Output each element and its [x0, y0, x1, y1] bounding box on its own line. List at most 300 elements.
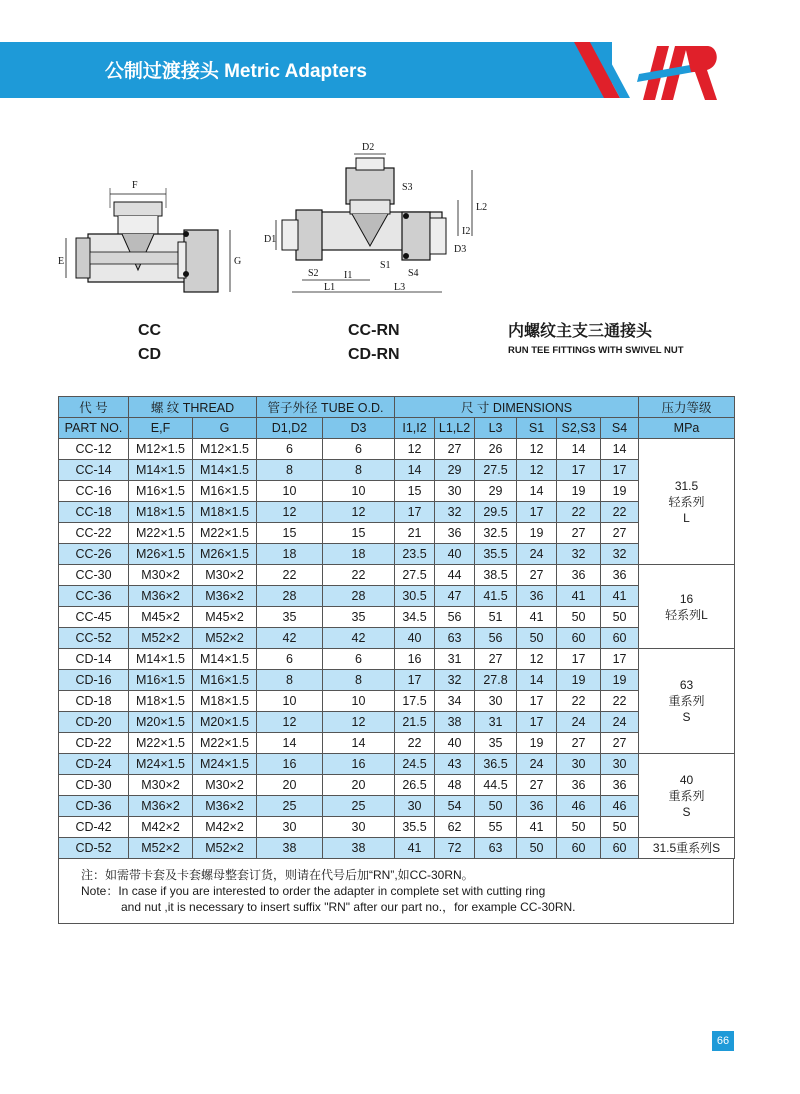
table-cell: 62 — [435, 817, 475, 838]
table-cell: 47 — [435, 586, 475, 607]
table-cell: M22×1.5 — [129, 733, 193, 754]
table-cell: 41.5 — [475, 586, 517, 607]
pressure-line: S — [682, 710, 691, 724]
table-header-row-2 — [59, 418, 735, 439]
table-cell: 41 — [517, 607, 557, 628]
table-cell: 40 — [435, 733, 475, 754]
table-cell: 8 — [323, 670, 395, 691]
table-cell: 35 — [323, 607, 395, 628]
table-cell: 63 — [475, 838, 517, 859]
table-cell: 38.5 — [475, 565, 517, 586]
table-cell: M22×1.5 — [129, 523, 193, 544]
dim-label-d2: D2 — [362, 142, 375, 153]
table-row — [59, 838, 735, 859]
header-mpa: MPa — [639, 418, 735, 439]
table-row — [59, 691, 735, 712]
table-cell: 43 — [435, 754, 475, 775]
table-cell: 60 — [601, 628, 639, 649]
table-cell: 30 — [475, 691, 517, 712]
table-cell: M30×2 — [193, 565, 257, 586]
table-cell: 35.5 — [475, 544, 517, 565]
table-cell: M18×1.5 — [129, 691, 193, 712]
table-cell: M26×1.5 — [129, 544, 193, 565]
table-cell: M24×1.5 — [129, 754, 193, 775]
table-cell: 27.5 — [395, 565, 435, 586]
table-cell: 27 — [475, 649, 517, 670]
dim-label-s3: S3 — [402, 182, 413, 193]
table-cell: 35 — [257, 607, 323, 628]
table-cell: CC-52 — [59, 628, 129, 649]
header-s2s3: S2,S3 — [557, 418, 601, 439]
dim-label-l3: L3 — [394, 282, 406, 293]
table-cell: 44 — [435, 565, 475, 586]
table-cell: 50 — [517, 838, 557, 859]
table-cell: M12×1.5 — [129, 439, 193, 460]
table-cell: 6 — [323, 439, 395, 460]
table-cell: 10 — [257, 481, 323, 502]
table-cell: M52×2 — [193, 628, 257, 649]
table-cell: 48 — [435, 775, 475, 796]
table-row — [59, 670, 735, 691]
table-cell: M16×1.5 — [129, 481, 193, 502]
table-cell: M45×2 — [129, 607, 193, 628]
table-cell: 27 — [601, 733, 639, 754]
header-s4: S4 — [601, 418, 639, 439]
table-cell: 8 — [257, 460, 323, 481]
header-l3: L3 — [475, 418, 517, 439]
header-dimensions: 尺 寸 DIMENSIONS — [395, 397, 639, 418]
dim-label-f: F — [132, 180, 138, 191]
table-cell: 36 — [557, 775, 601, 796]
table-cell: M14×1.5 — [129, 460, 193, 481]
product-title-cn: 内螺纹主支三通接头 — [508, 323, 653, 340]
dim-label-s1: S1 — [380, 260, 391, 271]
table-cell: 27.5 — [475, 460, 517, 481]
table-row — [59, 628, 735, 649]
table-cell: 16 — [395, 649, 435, 670]
table-cell: 32 — [557, 544, 601, 565]
table-cell: 29.5 — [475, 502, 517, 523]
table-cell: 25 — [323, 796, 395, 817]
table-row — [59, 754, 735, 775]
table-cell: 32 — [435, 502, 475, 523]
table-cell: CC-16 — [59, 481, 129, 502]
table-cell: 22 — [601, 691, 639, 712]
table-cell: 56 — [475, 628, 517, 649]
table-cell: 12 — [257, 502, 323, 523]
table-cell: CD-30 — [59, 775, 129, 796]
table-cell: 27 — [557, 733, 601, 754]
table-cell: 12 — [395, 439, 435, 460]
table-cell: 22 — [601, 502, 639, 523]
pressure-line: 63 — [679, 678, 694, 692]
code-cd: CD — [138, 346, 162, 363]
table-cell: 36 — [435, 523, 475, 544]
spec-table-wrapper — [58, 396, 734, 924]
table-cell: 35 — [475, 733, 517, 754]
page-number: 66 — [712, 1031, 734, 1051]
table-cell: 17 — [517, 502, 557, 523]
table-cell: 40 — [395, 628, 435, 649]
table-cell: 24 — [601, 712, 639, 733]
pressure-rating-cell — [639, 754, 735, 838]
table-cell: M26×1.5 — [193, 544, 257, 565]
technical-drawing-cc — [58, 172, 248, 302]
table-cell: 46 — [557, 796, 601, 817]
table-cell: M24×1.5 — [193, 754, 257, 775]
table-cell: 12 — [323, 502, 395, 523]
table-cell: CC-36 — [59, 586, 129, 607]
table-cell: 17 — [395, 502, 435, 523]
table-cell: CD-42 — [59, 817, 129, 838]
pressure-rating-cell — [639, 838, 735, 859]
header-ef: E,F — [129, 418, 193, 439]
table-cell: 19 — [601, 481, 639, 502]
table-cell: 17 — [517, 691, 557, 712]
table-row — [59, 775, 735, 796]
table-cell: M14×1.5 — [193, 460, 257, 481]
dim-label-d1: D1 — [264, 234, 277, 245]
table-cell: 22 — [557, 691, 601, 712]
table-cell: M30×2 — [193, 775, 257, 796]
table-cell: CD-52 — [59, 838, 129, 859]
pressure-line: 重系列 — [668, 788, 705, 803]
note-en-2: and nut ,it is necessary to insert suffix "RN" after our part no.，for example CC-30RN. — [121, 900, 576, 914]
table-cell: 14 — [517, 481, 557, 502]
table-cell: 30 — [435, 481, 475, 502]
header-tube: 管子外径 TUBE O.D. — [257, 397, 395, 418]
table-cell: 12 — [517, 460, 557, 481]
table-cell: 10 — [257, 691, 323, 712]
pressure-rating-cell — [639, 649, 735, 754]
table-cell: M14×1.5 — [193, 649, 257, 670]
table-row — [59, 439, 735, 460]
table-cell: M52×2 — [193, 838, 257, 859]
pressure-line: 16 — [679, 591, 694, 606]
table-cell: 27 — [435, 439, 475, 460]
table-cell: CC-18 — [59, 502, 129, 523]
pressure-line: 40 — [679, 772, 694, 787]
table-cell: 34.5 — [395, 607, 435, 628]
table-cell: 27.8 — [475, 670, 517, 691]
table-cell: 54 — [435, 796, 475, 817]
table-cell: 42 — [323, 628, 395, 649]
table-cell: 44.5 — [475, 775, 517, 796]
table-cell: 24 — [557, 712, 601, 733]
table-cell: M18×1.5 — [129, 502, 193, 523]
table-cell: 26.5 — [395, 775, 435, 796]
table-cell: 32 — [601, 544, 639, 565]
pressure-line: 31.5重系列S — [652, 841, 721, 855]
pressure-rating-cell — [639, 439, 735, 565]
table-cell: 16 — [257, 754, 323, 775]
table-cell: CD-22 — [59, 733, 129, 754]
table-cell: 14 — [601, 439, 639, 460]
table-cell: CD-36 — [59, 796, 129, 817]
table-cell: 55 — [475, 817, 517, 838]
table-cell: 17 — [601, 649, 639, 670]
table-cell: 28 — [257, 586, 323, 607]
table-cell: 50 — [557, 607, 601, 628]
table-cell: 6 — [323, 649, 395, 670]
table-cell: 36 — [601, 565, 639, 586]
table-cell: 30 — [601, 754, 639, 775]
table-cell: 10 — [323, 481, 395, 502]
table-cell: 8 — [323, 460, 395, 481]
table-cell: 15 — [323, 523, 395, 544]
table-cell: 6 — [257, 439, 323, 460]
header-stripes-icon — [560, 42, 630, 98]
table-cell: 12 — [257, 712, 323, 733]
table-cell: 46 — [601, 796, 639, 817]
table-cell: 60 — [557, 628, 601, 649]
table-cell: 35.5 — [395, 817, 435, 838]
table-cell: 41 — [395, 838, 435, 859]
table-cell: CC-14 — [59, 460, 129, 481]
table-cell: 32 — [435, 670, 475, 691]
table-cell: 22 — [257, 565, 323, 586]
table-row — [59, 502, 735, 523]
table-cell: 38 — [257, 838, 323, 859]
table-cell: 17 — [395, 670, 435, 691]
table-cell: M16×1.5 — [193, 670, 257, 691]
table-cell: 17 — [557, 460, 601, 481]
table-cell: 34 — [435, 691, 475, 712]
header-code-cn: 代 号 — [59, 397, 129, 418]
table-cell: M20×1.5 — [129, 712, 193, 733]
table-cell: M22×1.5 — [193, 523, 257, 544]
table-cell: M36×2 — [193, 796, 257, 817]
table-cell: 56 — [435, 607, 475, 628]
table-cell: M20×1.5 — [193, 712, 257, 733]
table-cell: 27 — [517, 775, 557, 796]
table-cell: 15 — [395, 481, 435, 502]
table-cell: 24 — [517, 544, 557, 565]
table-cell: 14 — [395, 460, 435, 481]
order-note — [58, 859, 734, 924]
pressure-line: 重系列 — [668, 694, 705, 708]
table-cell: 31 — [435, 649, 475, 670]
table-cell: M16×1.5 — [193, 481, 257, 502]
dim-label-g: G — [234, 256, 242, 267]
table-cell: CD-16 — [59, 670, 129, 691]
table-cell: 36 — [601, 775, 639, 796]
table-cell: 60 — [601, 838, 639, 859]
table-cell: 50 — [601, 817, 639, 838]
dim-label-l2: L2 — [476, 202, 488, 213]
table-cell: 17.5 — [395, 691, 435, 712]
table-cell: 31 — [475, 712, 517, 733]
code-cc-rn: CC-RN — [348, 322, 400, 339]
table-cell: M30×2 — [129, 565, 193, 586]
table-cell: 50 — [517, 628, 557, 649]
table-cell: 29 — [475, 481, 517, 502]
dim-label-i1: I1 — [344, 270, 353, 281]
pressure-line: L — [683, 510, 690, 525]
table-cell: 27 — [601, 523, 639, 544]
table-cell: M36×2 — [129, 796, 193, 817]
table-cell: 22 — [323, 565, 395, 586]
table-cell: 36.5 — [475, 754, 517, 775]
table-cell: M18×1.5 — [193, 502, 257, 523]
pressure-line: S — [682, 804, 691, 819]
table-row — [59, 607, 735, 628]
table-row — [59, 649, 735, 670]
table-cell: M30×2 — [129, 775, 193, 796]
pressure-rating-cell — [639, 565, 735, 649]
table-cell: M14×1.5 — [129, 649, 193, 670]
table-cell: CD-24 — [59, 754, 129, 775]
note-en-1: Note：In case if you are interested to order the adapter in complete set with cutting ring — [81, 884, 546, 898]
table-cell: 21.5 — [395, 712, 435, 733]
brand-logo-icon — [635, 38, 720, 102]
table-cell: 36 — [517, 586, 557, 607]
table-cell: 72 — [435, 838, 475, 859]
table-cell: 12 — [323, 712, 395, 733]
table-cell: 21 — [395, 523, 435, 544]
table-cell: 22 — [557, 502, 601, 523]
table-cell: 30 — [257, 817, 323, 838]
table-cell: 40 — [435, 544, 475, 565]
table-cell: M42×2 — [193, 817, 257, 838]
table-cell: 36 — [517, 796, 557, 817]
table-row — [59, 586, 735, 607]
technical-drawing-cc-rn — [262, 140, 492, 300]
table-cell: M45×2 — [193, 607, 257, 628]
table-row — [59, 565, 735, 586]
table-row — [59, 817, 735, 838]
table-cell: 25 — [257, 796, 323, 817]
table-cell: 30 — [557, 754, 601, 775]
note-cn: 注：如需带卡套及卡套螺母整套订货，则请在代号后加“RN”,如CC-30RN。 — [81, 868, 474, 882]
table-cell: 28 — [323, 586, 395, 607]
header-part-no: PART NO. — [59, 418, 129, 439]
table-cell: 38 — [323, 838, 395, 859]
pressure-line: 轻系列 — [668, 494, 705, 509]
table-cell: 63 — [435, 628, 475, 649]
table-cell: M42×2 — [129, 817, 193, 838]
table-row — [59, 544, 735, 565]
table-cell: 19 — [517, 733, 557, 754]
table-cell: 38 — [435, 712, 475, 733]
table-cell: 17 — [557, 649, 601, 670]
table-cell: CC-22 — [59, 523, 129, 544]
table-cell: M16×1.5 — [129, 670, 193, 691]
dim-label-e: E — [58, 256, 65, 267]
table-cell: 20 — [257, 775, 323, 796]
table-cell: 6 — [257, 649, 323, 670]
table-cell: M36×2 — [129, 586, 193, 607]
table-cell: 22 — [395, 733, 435, 754]
dim-label-d3: D3 — [454, 244, 467, 255]
table-cell: 30 — [323, 817, 395, 838]
table-cell: M52×2 — [129, 838, 193, 859]
page-title: 公制过渡接头 Metric Adapters — [104, 61, 367, 82]
table-cell: 42 — [257, 628, 323, 649]
table-cell: 10 — [323, 691, 395, 712]
table-row — [59, 733, 735, 754]
header-d3: D3 — [323, 418, 395, 439]
header-g: G — [193, 418, 257, 439]
product-title-en: RUN TEE FITTINGS WITH SWIVEL NUT — [508, 345, 684, 356]
header-thread: 螺 纹 THREAD — [129, 397, 257, 418]
table-row — [59, 481, 735, 502]
table-row — [59, 796, 735, 817]
table-cell: 27 — [557, 523, 601, 544]
table-cell: 20 — [323, 775, 395, 796]
pressure-line: 31.5 — [674, 478, 699, 493]
table-cell: 19 — [601, 670, 639, 691]
table-cell: M18×1.5 — [193, 691, 257, 712]
table-cell: 12 — [517, 649, 557, 670]
table-cell: M12×1.5 — [193, 439, 257, 460]
table-cell: 60 — [557, 838, 601, 859]
table-row — [59, 460, 735, 481]
table-cell: 50 — [557, 817, 601, 838]
table-cell: 41 — [517, 817, 557, 838]
table-cell: 18 — [257, 544, 323, 565]
table-cell: 30.5 — [395, 586, 435, 607]
table-cell: M22×1.5 — [193, 733, 257, 754]
dim-label-s4: S4 — [408, 268, 419, 279]
dim-label-l1: L1 — [324, 282, 336, 293]
table-cell: CD-18 — [59, 691, 129, 712]
table-cell: CD-20 — [59, 712, 129, 733]
table-cell: 51 — [475, 607, 517, 628]
table-row — [59, 523, 735, 544]
table-cell: 50 — [475, 796, 517, 817]
header-pressure: 压力等级 — [639, 397, 735, 418]
spec-table-body — [59, 439, 735, 859]
table-cell: 14 — [323, 733, 395, 754]
header-i1i2: I1,I2 — [395, 418, 435, 439]
table-cell: M52×2 — [129, 628, 193, 649]
table-cell: 26 — [475, 439, 517, 460]
table-cell: 17 — [517, 712, 557, 733]
header-s1: S1 — [517, 418, 557, 439]
table-cell: 19 — [557, 481, 601, 502]
table-cell: M36×2 — [193, 586, 257, 607]
table-cell: 12 — [517, 439, 557, 460]
dim-label-i2: I2 — [462, 226, 471, 237]
table-cell: 14 — [517, 670, 557, 691]
table-cell: 14 — [557, 439, 601, 460]
table-cell: 19 — [557, 670, 601, 691]
header-d1d2: D1,D2 — [257, 418, 323, 439]
table-cell: 18 — [323, 544, 395, 565]
table-cell: CC-12 — [59, 439, 129, 460]
table-cell: 17 — [601, 460, 639, 481]
table-cell: 36 — [557, 565, 601, 586]
table-cell: 8 — [257, 670, 323, 691]
table-cell: 14 — [257, 733, 323, 754]
table-cell: 19 — [517, 523, 557, 544]
table-row — [59, 712, 735, 733]
header-l1l2: L1,L2 — [435, 418, 475, 439]
table-cell: 23.5 — [395, 544, 435, 565]
pressure-line: 轻系列L — [665, 607, 708, 622]
table-cell: 50 — [601, 607, 639, 628]
table-cell: CC-45 — [59, 607, 129, 628]
table-cell: 41 — [557, 586, 601, 607]
dim-label-s2: S2 — [308, 268, 319, 279]
code-cd-rn: CD-RN — [348, 346, 400, 363]
header-bar — [0, 42, 612, 98]
table-cell: 30 — [395, 796, 435, 817]
table-cell: 24.5 — [395, 754, 435, 775]
spec-table — [58, 396, 735, 859]
table-header-row-1 — [59, 397, 735, 418]
